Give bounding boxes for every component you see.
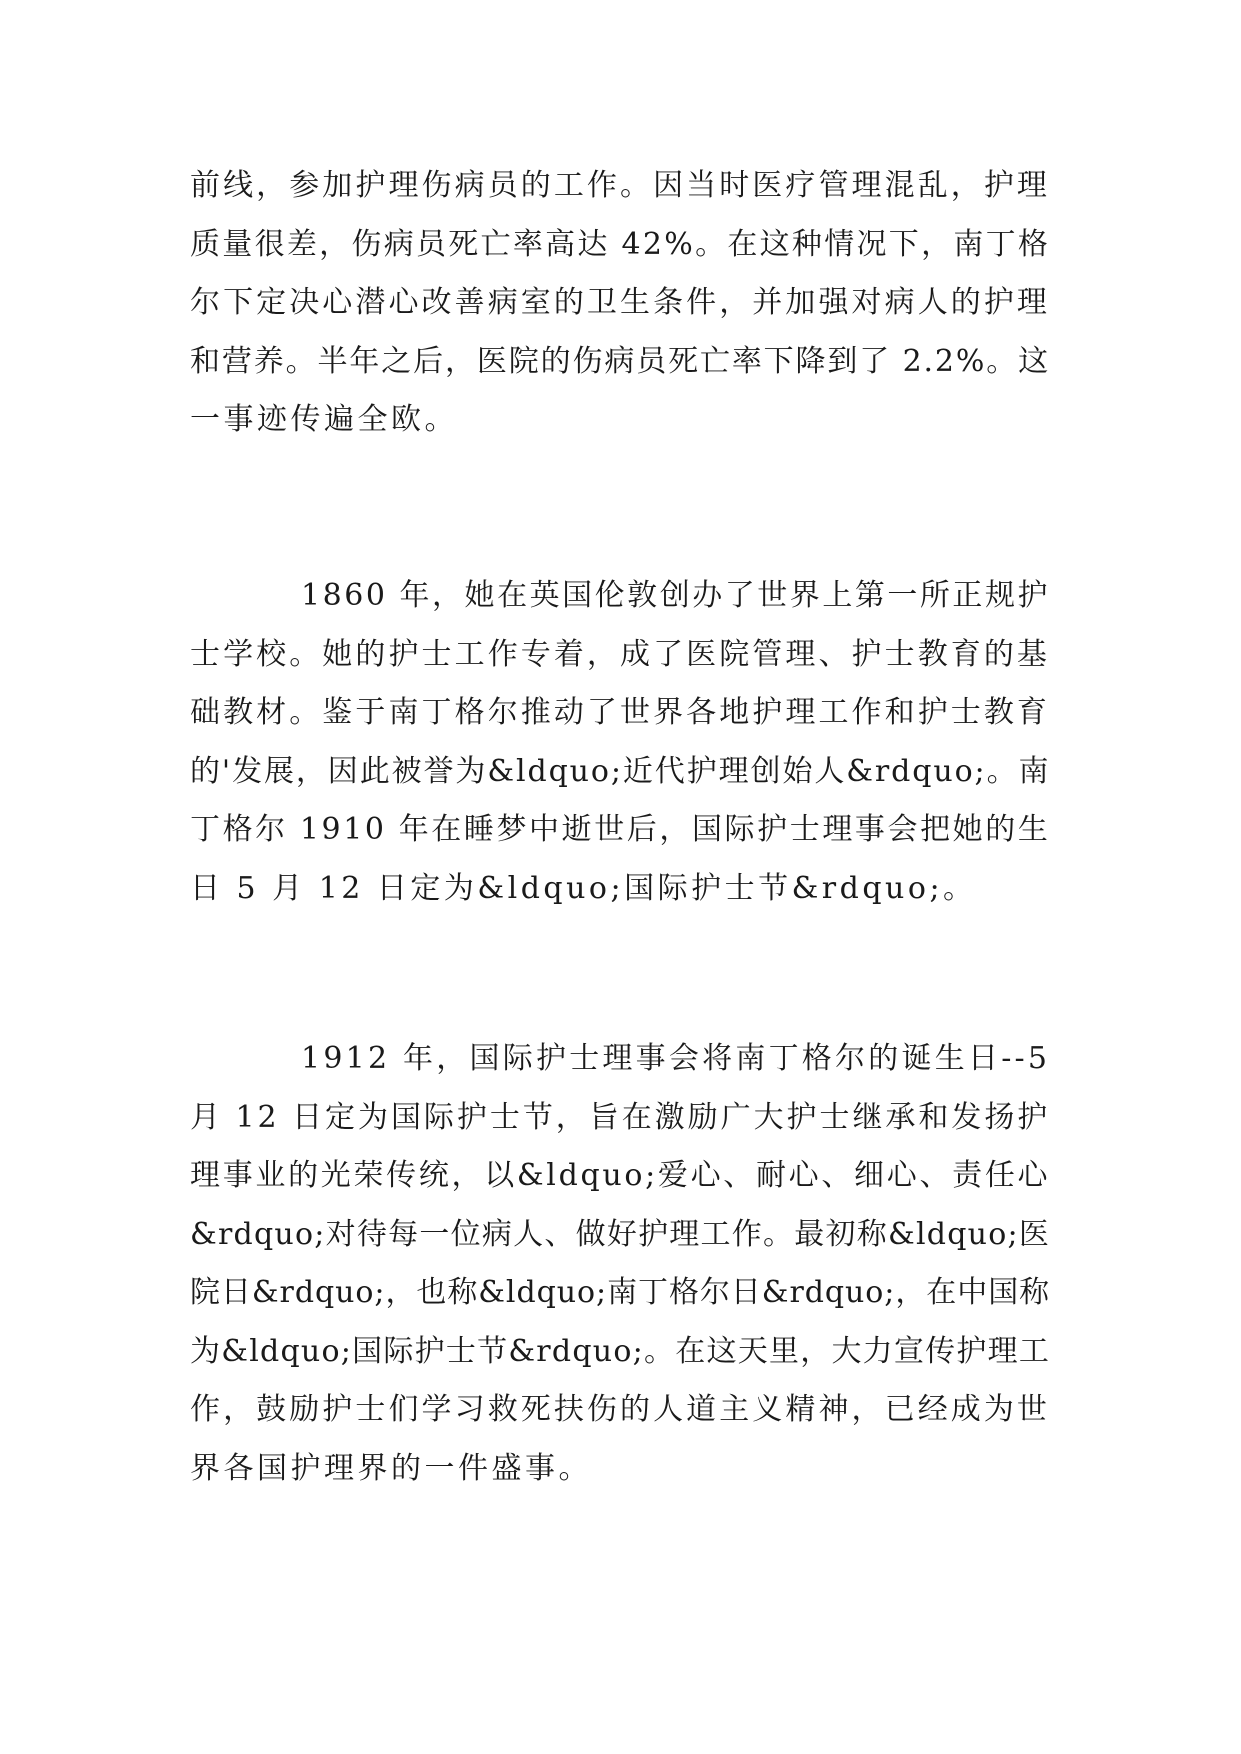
paragraph-3-line: &rdquo;对待每一位病人、做好护理工作。最初称&ldquo;医 bbox=[190, 1216, 1051, 1252]
paragraph-1-line: 尔下定决心潜心改善病室的卫生条件，并加强对病人的护理 bbox=[190, 285, 1050, 320]
paragraph-2-line: 1860 年，她在英国伦敦创办了世界上第一所正规护 bbox=[301, 578, 1050, 613]
paragraph-2-line: 础教材。鉴于南丁格尔推动了世界各地护理工作和护士教育 bbox=[190, 695, 1050, 730]
paragraph-2 bbox=[190, 567, 1050, 918]
paragraph-3-line: 院日&rdquo;，也称&ldquo;南丁格尔日&rdquo;，在中国称 bbox=[190, 1275, 1051, 1310]
paragraph-2-line: 丁格尔 1910 年在睡梦中逝世后，国际护士理事会把她的生 bbox=[190, 812, 1051, 847]
paragraph-3-line: 作，鼓励护士们学习救死扶伤的人道主义精神，已经成为世 bbox=[190, 1392, 1050, 1427]
paragraph-3-line: 月 12 日定为国际护士节，旨在激励广大护士继承和发扬护 bbox=[190, 1099, 1051, 1135]
paragraph-3-line: 为&ldquo;国际护士节&rdquo;。在这天里，大力宣传护理工 bbox=[190, 1333, 1051, 1369]
paragraph-1-line: 一事迹传遍全欧。 bbox=[190, 402, 458, 437]
paragraph-2-line: 士学校。她的护士工作专着，成了医院管理、护士教育的基 bbox=[190, 636, 1050, 672]
paragraph-3-line: 1912 年，国际护士理事会将南丁格尔的诞生日--5 bbox=[301, 1041, 1051, 1076]
paragraph-1-line: 前线，参加护理伤病员的工作。因当时医疗管理混乱，护理 bbox=[190, 168, 1050, 203]
paragraph-3-line: 理事业的光荣传统，以&ldquo;爱心、耐心、细心、责任心 bbox=[190, 1158, 1051, 1193]
paragraph-1-line: 质量很差，伤病员死亡率高达 42%。在这种情况下，南丁格 bbox=[190, 226, 1051, 262]
paragraph-1-line: 和营养。半年之后，医院的伤病员死亡率下降到了 2.2%。这 bbox=[190, 343, 1050, 379]
paragraph-3-line: 界各国护理界的一件盛事。 bbox=[190, 1450, 592, 1486]
paragraph-1 bbox=[190, 157, 1050, 450]
paragraph-2-line: 日 5 月 12 日定为&ldquo;国际护士节&rdquo;。 bbox=[190, 870, 977, 906]
paragraph-3 bbox=[190, 1030, 1050, 1498]
paragraph-2-line: 的'发展，因此被誉为&ldquo;近代护理创始人&rdquo;。南 bbox=[190, 753, 1051, 789]
